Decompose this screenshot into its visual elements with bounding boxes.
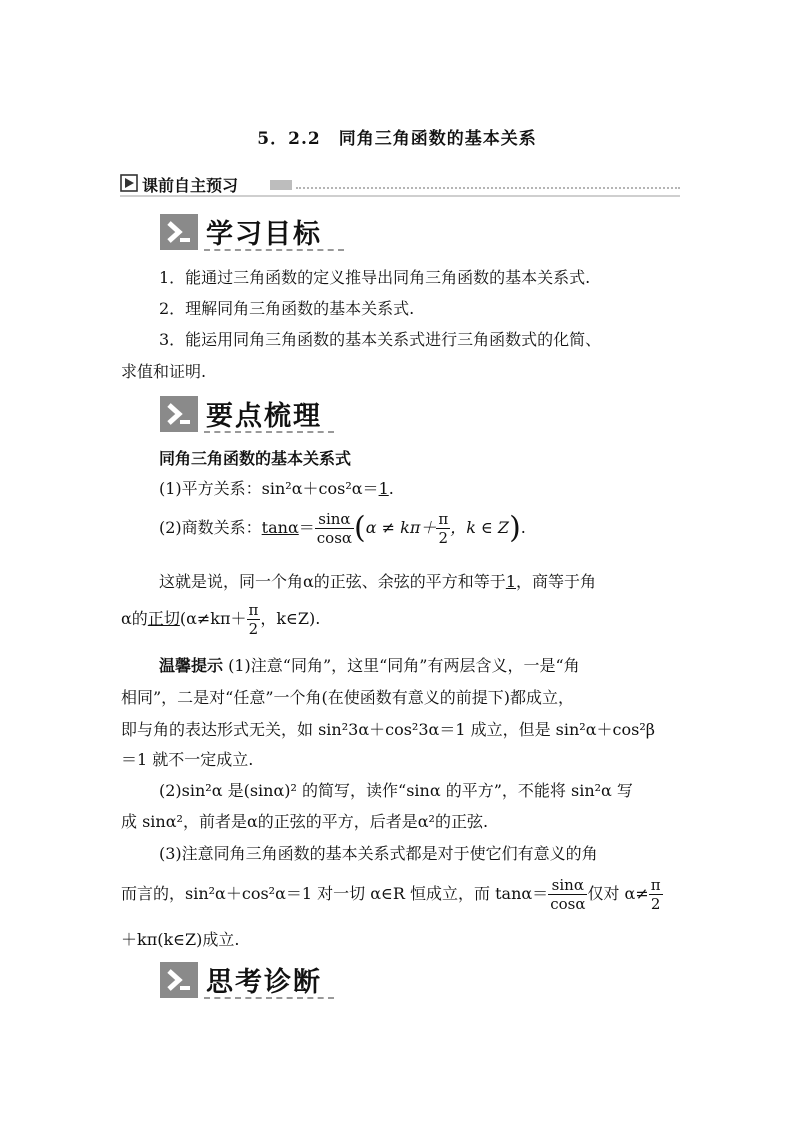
summary-line bbox=[159, 572, 596, 592]
tip-line: 相同”，二是对“任意”一个角(在使函数有意义的前提下)都成立， bbox=[121, 688, 575, 707]
equals: ＝ bbox=[298, 518, 315, 537]
answer-blank: tanα bbox=[261, 518, 299, 537]
label: (1)平方关系： bbox=[159, 479, 262, 498]
numerator: sinα bbox=[548, 876, 587, 895]
fraction bbox=[649, 876, 663, 913]
quotient-relation: (2)商数关系：tanα＝ $\frac{\sin\alpha}{\cos\alpha}$ (α ≠ kπ＋ $\frac{\pi}{2}$ ，k ∈ Z). bbox=[159, 510, 526, 547]
numerator: sinα bbox=[315, 510, 354, 529]
fraction bbox=[548, 876, 587, 913]
text: 仅对 α≠ bbox=[587, 884, 649, 903]
condition: α ≠ kπ＋ bbox=[365, 518, 437, 537]
section-underline bbox=[204, 431, 334, 433]
tip-line: 成 sinα²，前者是α的正弦的平方，后者是α²的正弦. bbox=[121, 812, 489, 831]
tip-line bbox=[121, 876, 663, 913]
play-arrow-icon bbox=[120, 174, 138, 192]
denominator: 2 bbox=[438, 529, 449, 547]
summary-line bbox=[121, 601, 320, 638]
numerator: π bbox=[438, 510, 449, 528]
fraction bbox=[436, 510, 450, 547]
answer-blank: 1 bbox=[378, 479, 389, 498]
banner-decor bbox=[270, 180, 292, 190]
preview-label: 课前自主预习 bbox=[142, 176, 239, 195]
section-underline bbox=[204, 249, 344, 251]
page-title: 5．2.2 同角三角函数的基本关系 bbox=[257, 129, 537, 149]
denominator: cosα bbox=[316, 529, 353, 547]
fraction bbox=[247, 601, 261, 638]
text: 而言的，sin²α＋cos²α＝1 对一切 α∈R 恒成立，而 tanα＝ bbox=[121, 884, 549, 903]
goal-item: 求值和证明. bbox=[121, 362, 207, 381]
text: ，商等于角 bbox=[516, 572, 597, 591]
denominator: cosα bbox=[550, 895, 586, 913]
square-relation: (1)平方关系：sin²α＋cos²α＝1. bbox=[159, 479, 394, 498]
goal-item: 1．能通过三角函数的定义推导出同角三角函数的基本关系式. bbox=[159, 268, 591, 287]
text: 这就是说，同一个角α的正弦、余弦的平方和等于 bbox=[159, 572, 506, 591]
numerator: π bbox=[248, 601, 259, 619]
tip-line: (2)sin²α 是(sinα)² 的简写，读作“sinα 的平方”，不能将 sin²α 写 bbox=[159, 781, 633, 800]
points-heading: 同角三角函数的基本关系式 bbox=[159, 449, 352, 468]
goal-item: 2．理解同角三角函数的基本关系式. bbox=[159, 299, 415, 318]
fraction bbox=[315, 510, 354, 547]
text: ，k∈Z). bbox=[260, 609, 321, 628]
tip-line: 即与角的表达形式无关，如 sin²3α＋cos²3α＝1 成立，但是 sin²α＋cos²β bbox=[121, 720, 655, 739]
section-title: 学习目标 bbox=[206, 219, 322, 250]
condition: ，k ∈ Z bbox=[450, 518, 510, 537]
label: (2)商数关系： bbox=[159, 518, 262, 537]
text: (1)注意“同角”，这里“同角”有两层含义，一是“角 bbox=[223, 656, 580, 675]
banner-rule bbox=[296, 187, 680, 189]
section-arrow-icon bbox=[160, 214, 198, 250]
section-arrow-icon bbox=[160, 396, 198, 432]
tip-line: ＋kπ(k∈Z)成立. bbox=[121, 930, 240, 949]
numerator: π bbox=[650, 876, 661, 894]
answer-blank: 1 bbox=[505, 572, 516, 591]
tip-line bbox=[159, 656, 580, 676]
formula: sin²α＋cos²α＝ bbox=[261, 479, 379, 498]
tip-line: ＝1 就不一定成立. bbox=[121, 750, 254, 769]
section-title: 要点梳理 bbox=[206, 401, 322, 432]
tip-label: 温馨提示 bbox=[159, 656, 224, 675]
preview-banner bbox=[120, 172, 680, 196]
banner-underline bbox=[120, 195, 680, 197]
denominator: 2 bbox=[650, 895, 661, 913]
text: α的 bbox=[121, 609, 148, 628]
section-title: 思考诊断 bbox=[206, 967, 322, 998]
text: (α≠kπ＋ bbox=[179, 609, 247, 628]
tip-line: (3)注意同角三角函数的基本关系式都是对于使它们有意义的角 bbox=[159, 844, 598, 863]
denominator: 2 bbox=[248, 620, 259, 638]
goal-item: 3．能运用同角三角函数的基本关系式进行三角函数式的化简、 bbox=[159, 330, 602, 349]
section-arrow-icon bbox=[160, 962, 198, 998]
section-underline bbox=[204, 997, 334, 999]
answer-blank: 正切 bbox=[147, 609, 180, 628]
